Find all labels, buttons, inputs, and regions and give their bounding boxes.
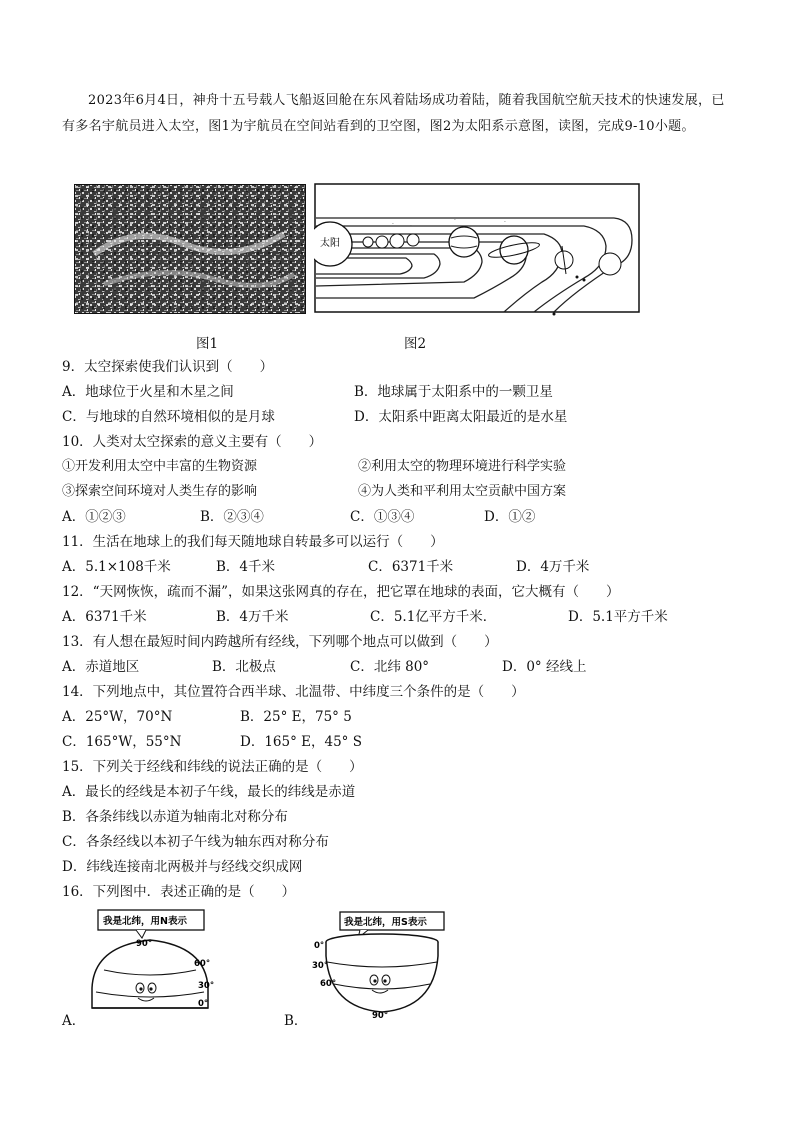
question-14-stem: 14．下列地点中，其位置符合西半球、北温带、中纬度三个条件的是（ ） — [62, 684, 525, 700]
speech-bubble-text: 我是北纬，用S表示 — [344, 917, 427, 928]
latitude-label-60: 60° — [194, 959, 211, 969]
question-10-option-b[interactable]: B．②③④ — [200, 509, 264, 525]
question-15-stem: 15．下列关于经线和纬线的说法正确的是（ ） — [62, 759, 363, 775]
latitude-label-30: 30° — [198, 981, 215, 991]
question-12-stem: 12．“天网恢恢，疏而不漏”，如果这张网真的存在，把它罩在地球的表面，它大概有（ ） — [62, 584, 620, 600]
question-11-stem: 11．生活在地球上的我们每天随地球自转最多可以运行（ ） — [62, 534, 444, 550]
question-13-option-a[interactable]: A．赤道地区 — [62, 659, 140, 675]
question-16-figure-a — [84, 908, 234, 1014]
figure-2-caption: 图2 — [404, 336, 427, 352]
question-15-option-a[interactable]: A．最长的经线是本初子午线，最长的纬线是赤道 — [62, 784, 356, 800]
question-9-option-b[interactable]: B．地球属于太阳系中的一颗卫星 — [354, 384, 553, 400]
question-16-option-a[interactable]: A． — [62, 1013, 86, 1029]
question-12-option-b[interactable]: B．4万千米 — [216, 609, 289, 625]
question-9-option-d[interactable]: D．太阳系中距离太阳最近的是水星 — [354, 409, 568, 425]
question-16-stem: 16．下列图中．表述正确的是（ ） — [62, 884, 296, 900]
latitude-label-60: 60° — [320, 979, 337, 989]
question-13-option-b[interactable]: B．北极点 — [212, 659, 276, 675]
question-14-option-d[interactable]: D．165° E，45° S — [240, 734, 362, 750]
question-14-option-a[interactable]: A．25°W，70°N — [62, 709, 173, 725]
question-11-option-d[interactable]: D．4万千米 — [516, 559, 590, 575]
question-9-stem: 9．太空探索使我们认识到（ ） — [62, 359, 274, 375]
question-16-option-b[interactable]: B． — [284, 1013, 308, 1029]
planet-mercury-icon — [363, 237, 373, 247]
question-10-statement-3: ③探索空间环境对人类生存的影响 — [62, 484, 258, 499]
latitude-label-0: 0° — [314, 941, 325, 951]
latitude-label-90: 90° — [372, 1011, 389, 1018]
question-12-option-a[interactable]: A．6371千米 — [62, 609, 147, 625]
intro-paragraph: 2023年6月4日，神舟十五号载人飞船返回舱在东风着陆场成功着陆，随着我国航空航天技术的快速发展，已有多名宇航员进入太空，图1为宇航员在空间站看到的卫空图，图2为太阳系示意图，读图，完成9-10小题。 — [62, 93, 725, 134]
svg-text:·: · — [454, 217, 456, 224]
question-12-option-c[interactable]: C．5.1亿平方千米． — [370, 609, 497, 625]
question-11-option-b[interactable]: B．4千米 — [216, 559, 276, 575]
figure-2-solar-system-diagram — [314, 182, 644, 316]
hemisphere-icon — [92, 940, 211, 1008]
question-13-stem: 13．有人想在最短时间内跨越所有经线，下列哪个地点可以做到（ ） — [62, 634, 498, 650]
question-10-option-c[interactable]: C．①③④ — [350, 509, 415, 525]
planet-earth-icon — [390, 234, 404, 248]
question-15-option-c[interactable]: C．各条经线以本初子午线为轴东西对称分布 — [62, 834, 329, 850]
question-10-option-d[interactable]: D．①② — [484, 509, 536, 525]
hemisphere-icon — [326, 942, 438, 1012]
svg-text:·: · — [392, 221, 394, 228]
question-13-option-c[interactable]: C．北纬 80° — [350, 659, 430, 675]
planet-neptune-icon — [599, 253, 621, 275]
question-9-option-a[interactable]: A．地球位于火星和木星之间 — [62, 384, 234, 400]
planet-saturn-icon — [500, 236, 528, 264]
question-11-option-c[interactable]: C．6371千米 — [368, 559, 454, 575]
latitude-label-30: 30° — [312, 961, 329, 971]
planet-jupiter-icon — [449, 227, 479, 257]
question-9-option-c[interactable]: C．与地球的自然环境相似的是月球 — [62, 409, 275, 425]
svg-text:·: · — [410, 223, 412, 230]
latitude-label-0: 0° — [198, 999, 209, 1009]
svg-text:·: · — [504, 219, 506, 226]
figure-1-satellite-image — [74, 184, 306, 314]
planet-venus-icon — [376, 236, 388, 248]
question-10-stem: 10．人类对太空探索的意义主要有（ ） — [62, 434, 323, 450]
question-15-option-b[interactable]: B．各条纬线以赤道为轴南北对称分布 — [62, 809, 288, 825]
question-13-option-d[interactable]: D．0° 经线上 — [502, 659, 587, 675]
latitude-label-90: 90° — [136, 939, 153, 949]
question-12-option-d[interactable]: D．5.1平方千米 — [568, 609, 668, 625]
speech-bubble-text: 我是北纬，用N表示 — [103, 916, 187, 927]
question-10-statement-4: ④为人类和平利用太空贡献中国方案 — [358, 484, 567, 499]
question-10-statement-1: ①开发利用太空中丰富的生物资源 — [62, 459, 258, 474]
question-14-option-c[interactable]: C．165°W，55°N — [62, 734, 182, 750]
figure-1-caption: 图1 — [196, 336, 219, 352]
question-10-option-a[interactable]: A．①②③ — [62, 509, 126, 525]
planet-mars-icon — [407, 234, 419, 246]
question-15-option-d[interactable]: D．纬线连接南北两极并与经线交织成网 — [62, 859, 303, 875]
question-10-statement-2: ②利用太空的物理环境进行科学实验 — [358, 459, 567, 474]
sun-label: 太阳 — [320, 238, 340, 249]
question-11-option-a[interactable]: A．5.1×108千米 — [62, 559, 171, 575]
question-14-option-b[interactable]: B．25° E，75° 5 — [240, 709, 352, 725]
question-16-figure-b — [310, 908, 460, 1018]
